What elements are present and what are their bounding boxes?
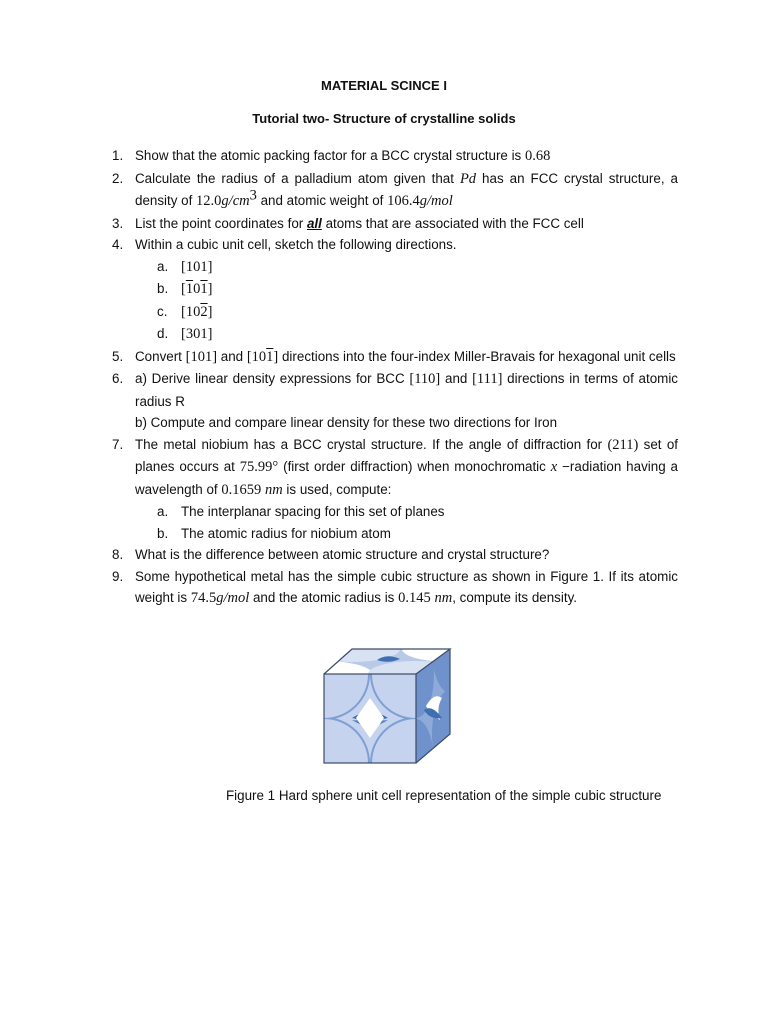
question-text: atoms that are associated with the FCC cell <box>321 215 584 231</box>
figure-caption: Figure 1 Hard sphere unit cell representation of the simple cubic structure <box>226 788 662 803</box>
emphasis-text: all <box>306 215 322 231</box>
question-7 <box>0 434 678 545</box>
element-symbol: Pd <box>459 170 477 187</box>
question-number: 8. <box>112 547 124 562</box>
question-number: 5. <box>112 348 124 364</box>
sub-label: d. <box>157 326 169 341</box>
atomic-weight-unit: g/mol <box>419 193 453 209</box>
question-text: The metal niobium has a BCC crystal structure. If the angle of diffraction for <box>135 436 608 452</box>
question-text: directions into the four-index Miller-Bravais for hexagonal unit cells <box>278 348 676 364</box>
question-text: Some hypothetical metal has the simple cubic structure as shown in Figure 1. If its atomic weight is <box>135 568 678 605</box>
question-text: set of planes occurs at <box>135 436 679 474</box>
question-text: , compute its density. <box>452 590 577 605</box>
question-5 <box>0 346 678 369</box>
question-list <box>0 145 768 610</box>
sub-text: The atomic radius for niobium atom <box>181 525 391 541</box>
question-text: Convert <box>135 348 186 364</box>
diffraction-angle: 75.99° <box>239 459 279 475</box>
question-8 <box>0 544 678 566</box>
sub-question <box>135 523 678 545</box>
sub-label: a. <box>157 504 169 519</box>
direction-item: c. [102] <box>135 301 678 324</box>
question-number: 9. <box>112 568 124 584</box>
sub-label: b. <box>157 525 169 541</box>
question-text: Calculate the radius of a palladium atom given that <box>135 170 460 186</box>
question-text: has an FCC crystal structure, a density of <box>135 170 678 208</box>
direction-item: b. [101] <box>135 278 678 301</box>
question-4 <box>0 234 678 346</box>
wavelength-unit: nm <box>264 481 283 498</box>
x-symbol: x <box>550 459 558 475</box>
question-text: and <box>440 371 473 386</box>
question-text: a) Derive linear density expressions for BCC <box>135 371 410 386</box>
direction-1: [101] <box>185 348 218 365</box>
direction-item: a. [101] <box>135 256 678 279</box>
question-1 <box>0 145 678 168</box>
question-number: 6. <box>112 371 124 386</box>
direction-2: [111] <box>472 371 503 387</box>
question-text: and atomic weight of <box>256 193 388 208</box>
wavelength-value: 0.1659 <box>221 481 262 498</box>
question-3 <box>0 213 678 235</box>
plane-index: (211) <box>607 436 639 453</box>
tutorial-title: Tutorial two- Structure of crystalline solids <box>252 111 516 126</box>
question-text: and <box>217 348 247 364</box>
question-6 <box>0 368 678 434</box>
question-text: and the atomic radius is <box>249 590 399 605</box>
question-text: Show that the atomic packing factor for a BCC crystal structure is <box>135 148 525 163</box>
density-exponent: 3 <box>249 187 257 204</box>
question-text: −radiation having a wavelength of <box>135 459 678 497</box>
packing-factor-value: 0.68 <box>524 148 551 164</box>
question-text: What is the difference between atomic structure and crystal structure? <box>135 547 550 562</box>
question-number: 2. <box>112 170 124 186</box>
sub-label: b. <box>157 281 169 296</box>
question-text: directions in terms of atomic radius R <box>135 371 678 409</box>
radius-value: 0.145 <box>398 590 431 606</box>
question-number: 3. <box>112 215 124 231</box>
course-title: MATERIAL SCINCE I <box>321 78 447 93</box>
question-text: Within a cubic unit cell, sketch the following directions. <box>135 237 457 252</box>
direction-1: [110] <box>409 371 441 387</box>
question-2 <box>0 168 678 213</box>
question-number: 7. <box>112 436 124 452</box>
question-number: 1. <box>112 148 124 163</box>
question-number: 4. <box>112 237 124 252</box>
atomic-weight-value: 74.5 <box>190 590 217 606</box>
sub-label: c. <box>157 303 168 319</box>
question-9 <box>0 566 678 610</box>
radius-unit: nm <box>434 590 453 606</box>
question-text: (first order diffraction) when monochromatic <box>278 459 551 474</box>
atomic-weight-unit: g/mol <box>216 590 250 606</box>
simple-cubic-unit-cell-figure <box>322 648 452 766</box>
direction-item: d. [301] <box>135 323 678 346</box>
atomic-weight-value: 106.4 <box>387 193 420 209</box>
direction-2: [101] <box>246 348 279 365</box>
sub-label: a. <box>157 258 169 274</box>
question-text: is used, compute: <box>282 481 392 497</box>
sub-question <box>135 501 678 523</box>
question-text: List the point coordinates for <box>135 215 307 231</box>
question-part-b: b) Compute and compare linear density for these two directions for Iron <box>135 415 558 430</box>
density-unit: g/cm <box>221 193 250 209</box>
sub-text: The interplanar spacing for this set of planes <box>181 504 445 519</box>
density-value: 12.0 <box>196 193 222 209</box>
